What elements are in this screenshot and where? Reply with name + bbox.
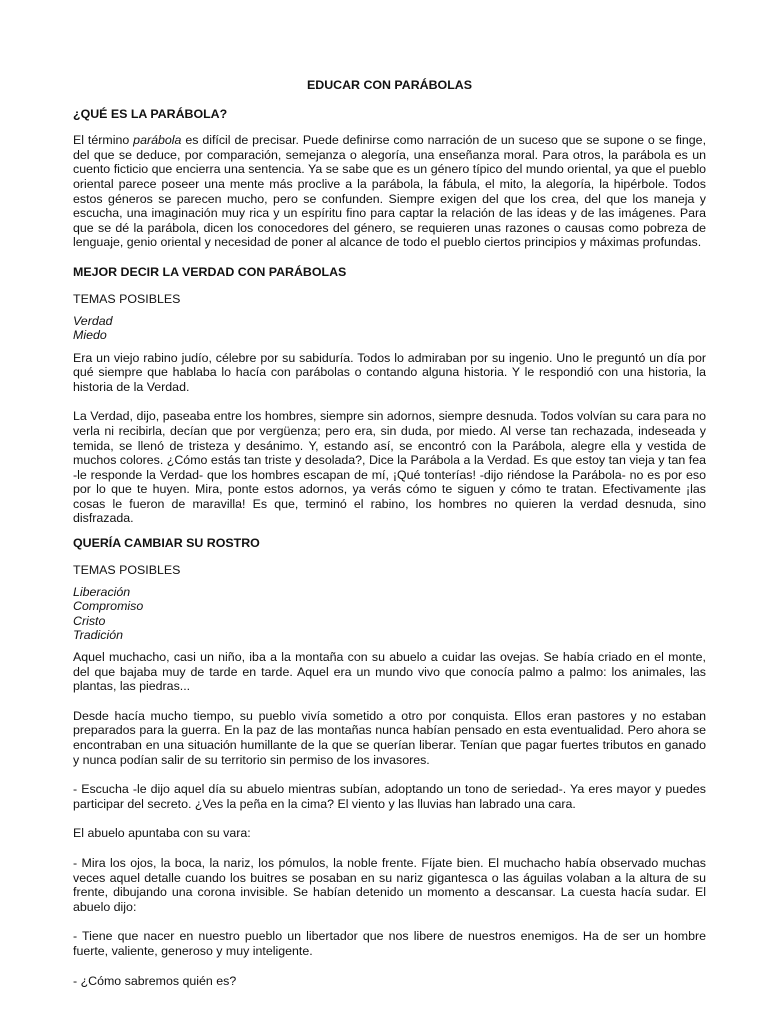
paragraph: Desde hacía mucho tiempo, su pueblo vivía sometido a otro por conquista. Ellos eran pastores y no estaban preparados para la guerra. En la paz de las montañas nunca habían pensado en esta eventualidad. Pero ahora se encontraban en una situación humillante de la que se querían liberar. Tenían que pagar fuertes tributos en ganado y nunca podían salir de su territorio sin permiso de los invasores.	[73, 708, 706, 767]
tema-item: Compromiso	[73, 599, 144, 614]
tema-item: Liberación	[73, 585, 131, 600]
temas-list	[73, 585, 706, 642]
paragraph: - ¿Cómo sabremos quién es?	[73, 973, 237, 988]
paragraph: - Tiene que nacer en nuestro pueblo un libertador que nos libere de nuestros enemigos. Ha de ser un hombre fuerte, valiente, generoso y muy inteligente.	[73, 929, 706, 958]
tema-item: Miedo	[73, 328, 107, 343]
paragraph: - Escucha -le dijo aquel día su abuelo mientras subían, adoptando un tono de seriedad-. Ya eres mayor y puedes participar del secreto. ¿Ves la peña en la cima? El viento y las lluvias han labrado una cara.	[73, 782, 706, 811]
paragraph-definition	[73, 133, 706, 250]
section-heading-mejor-decir-la-verdad: MEJOR DECIR LA VERDAD CON PARÁBOLAS	[73, 264, 347, 279]
paragraph-text: es difícil de precisar. Puede definirse como narración de un suceso que se supone o se finge, del que se deduce, por comparación, semejanza o alegoría, una enseñanza moral. Para otros, la parábola es un cuento ficticio que encierra una sentencia. Ya se sabe que es un género típico del mundo oriental, ya que el pueblo oriental parece poseer una mente más proclive a la parábola, la fábula, el mito, la alegoría, la hipérbole. Todos estos géneros se parecen mucho, pero se confunden. Siempre exigen del que los crea, del que los maneja y escucha, una imaginación muy rica y un espíritu fino para captar la relación de las ideas y de las imágenes. Para que se dé la parábola, dicen los conocedores del género, se requieren unas razones o causas como pobreza de lenguaje, genio oriental y necesidad de poner al alcance de todo el pueblo ciertos principios y máximas profundas.	[73, 133, 707, 250]
temas-posibles-label: TEMAS POSIBLES	[73, 562, 181, 577]
paragraph-text: El término	[73, 133, 134, 148]
tema-item: Cristo	[73, 613, 106, 628]
document-title: EDUCAR CON PARÁBOLAS	[307, 78, 472, 92]
paragraph: - Mira los ojos, la boca, la nariz, los pómulos, la noble frente. Fíjate bien. El muchacho había observado muchas veces aquel detalle cuando los buitres se posaban en su nariz gigantesca o las águilas volaban a la altura de su frente, dibujando una corona invisible. Se habían detenido un momento a descansar. La cuesta hacía sudar. El abuelo dijo:	[73, 856, 706, 914]
paragraph: El abuelo apuntaba con su vara:	[73, 826, 251, 841]
temas-posibles-label: TEMAS POSIBLES	[73, 291, 181, 306]
section-heading-que-es-la-parabola: ¿QUÉ ES LA PARÁBOLA?	[73, 106, 228, 121]
tema-item: Verdad	[73, 314, 113, 329]
italic-term: parábola	[133, 133, 182, 148]
section-heading-queria-cambiar-su-rostro: QUERÍA CAMBIAR SU ROSTRO	[73, 536, 260, 551]
paragraph: La Verdad, dijo, paseaba entre los hombres, siempre sin adornos, siempre desnuda. Todos volvían su cara para no verla ni recibirla, decían que por vergüenza; pero era, sin duda, por miedo. Al verse tan rechazada, indeseada y temida, se llenó de tristeza y desánimo. Y, estando así, se encontró con la Parábola, alegre ella y vestida de muchos colores. ¿Cómo estás tan triste y desolada?, Dice la Parábola a la Verdad. Es que estoy tan vieja y tan fea -le responde la Verdad- que los hombres escapan de mí, ¡Qué tonterías! -dijo riéndose la Parábola- no es por eso por lo que te huyen. Mira, ponte estos adornos, ya verás cómo te siguen y cómo te tratan. Efectivamente ¡las cosas le fueron de maravilla! Es que, terminó el rabino, los hombres no quieren la verdad desnuda, sino disfrazada.	[73, 409, 706, 526]
paragraph: Era un viejo rabino judío, célebre por su sabiduría. Todos lo admiraban por su ingenio. Uno le preguntó un día por qué siempre que hablaba lo hacía con parábolas o contando alguna historia. Y le respondió con una historia, la historia de la Verdad.	[73, 350, 706, 394]
tema-item: Tradición	[73, 627, 124, 642]
paragraph: Aquel muchacho, casi un niño, iba a la montaña con su abuelo a cuidar las ovejas. Se había criado en el monte, del que bajaba muy de tarde en tarde. Aquel era un mundo vivo que conocía palmo a palmo: los animales, las plantas, las piedras...	[73, 650, 706, 694]
temas-list	[73, 314, 706, 342]
